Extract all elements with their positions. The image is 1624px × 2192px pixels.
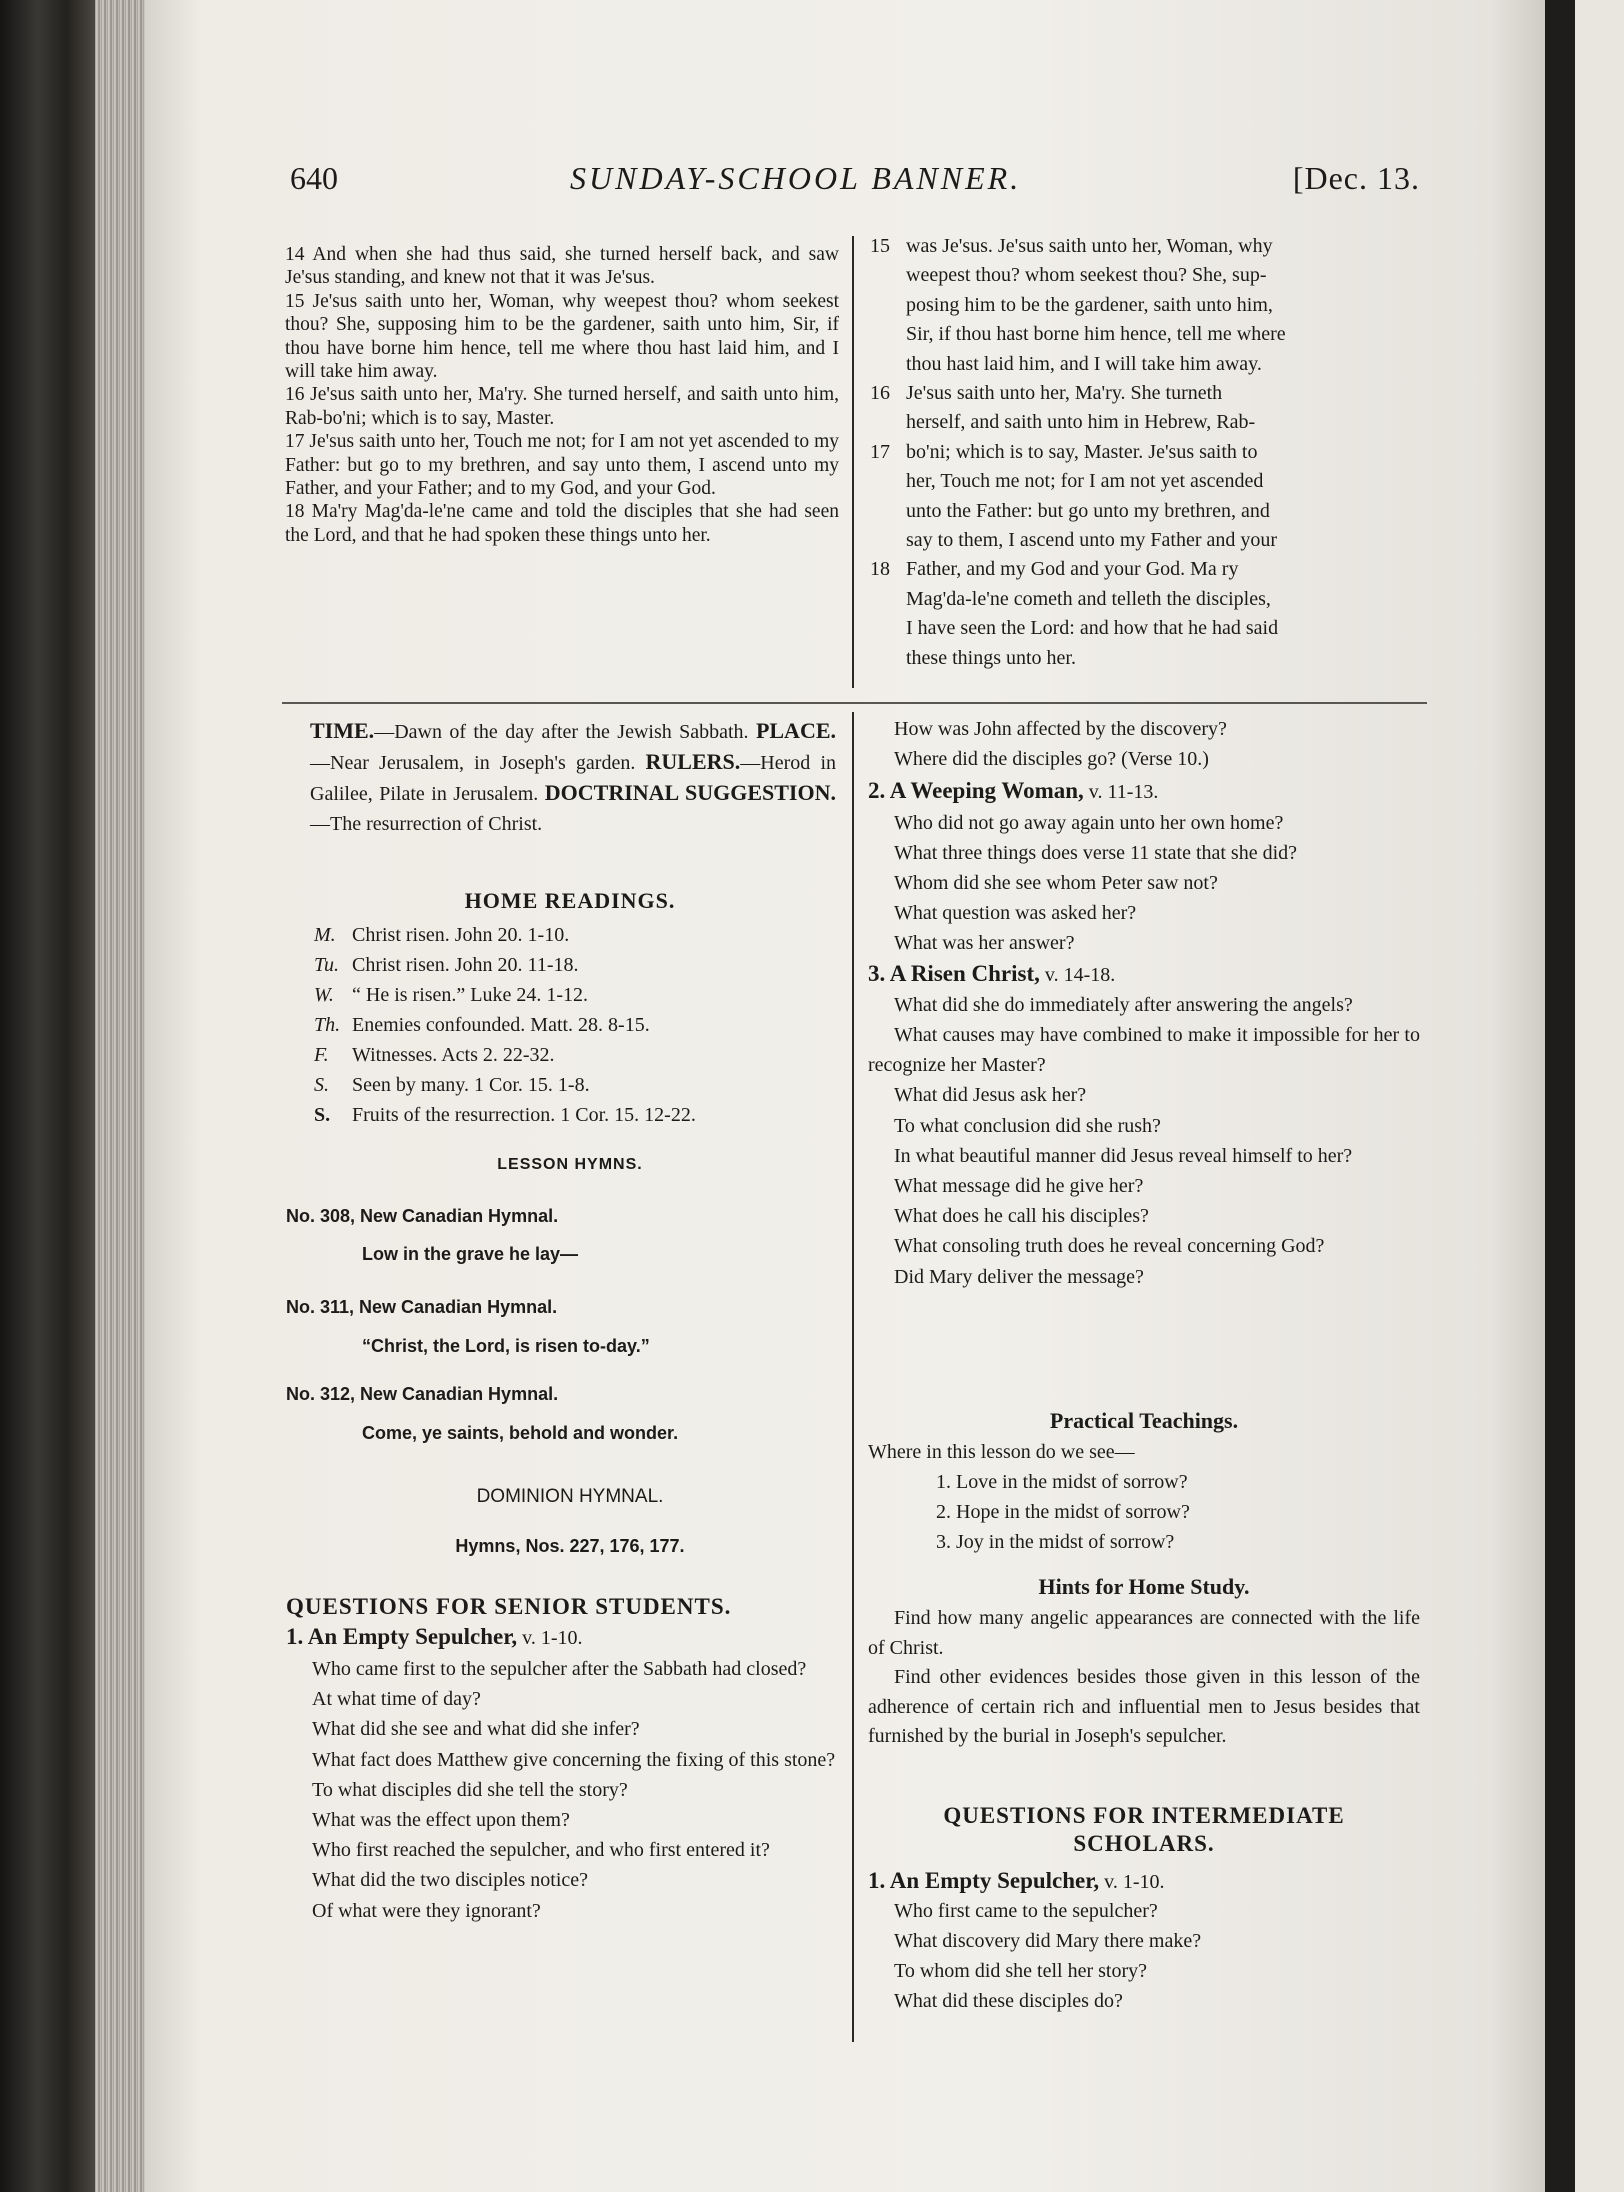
practical-list (936, 1467, 1416, 1557)
rv-line: 15 was Je'sus. Je'sus saith unto her, Woman, why (870, 235, 1273, 257)
next-page-edge (1575, 0, 1624, 2192)
question: What discovery did Mary there make? (894, 1930, 1202, 1952)
question: To whom did she tell her story? (894, 1960, 1147, 1982)
reading-item: Th. Enemies confounded. Matt. 28. 8-15. (314, 1014, 650, 1036)
reading-item: F. Witnesses. Acts 2. 22-32. (314, 1044, 555, 1066)
question: Did Mary deliver the message? (894, 1265, 1144, 1288)
question: Who did not go away again unto her own home? (894, 811, 1284, 834)
hint-paragraph: Find other evidences besides those given in this lesson of the adherence of certain rich and influential men to Jesus besides that furnished by the burial in Joseph's sepulcher. (868, 1666, 1420, 1747)
question: To what conclusion did she rush? (894, 1114, 1161, 1137)
hymn-3-title: No. 312, New Canadian Hymnal. (286, 1384, 559, 1404)
rv-line: these things unto her. (906, 646, 1076, 669)
rv-line: unto the Father: but go unto my brethren, and (906, 499, 1270, 522)
rv-line: thou hast laid him, and I will take him away. (906, 352, 1262, 375)
question: What did she do immediately after answering the angels? (894, 993, 1353, 1016)
rv-line: Mag'da-le'ne cometh and telleth the disciples, (906, 587, 1271, 610)
practical-item: 2. Hope in the midst of sorrow? (936, 1501, 1190, 1523)
question: What did these disciples do? (894, 1990, 1123, 2012)
rv-line: 17 bo'ni; which is to say, Master. Je'sus saith to (870, 440, 1258, 463)
question: What fact does Matthew give concerning the fixing of this stone? (312, 1748, 836, 1771)
lesson-hymns-heading: LESSON HYMNS. (497, 1156, 643, 1173)
question: Who first reached the sepulcher, and who first entered it? (312, 1839, 770, 1862)
hint-paragraph: Find how many angelic appearances are connected with the life of Christ. (868, 1607, 1420, 1659)
rv-line: Sir, if thou hast borne him hence, tell me where (906, 323, 1286, 346)
verse-column-divider (852, 236, 854, 688)
issue-date: [Dec. 13. (1292, 160, 1420, 196)
hymn-1-title: No. 308, New Canadian Hymnal. (286, 1206, 559, 1226)
hymn-2-title: No. 311, New Canadian Hymnal. (286, 1297, 558, 1317)
verse-15: 15 Je'sus saith unto her, Woman, why weepest thou? whom seekest thou? She, supposing him to be the gardener, saith unto him, Sir, if thou have borne him hence, tell me where thou hast laid him, and I will take him away. (285, 290, 839, 383)
question: At what time of day? (312, 1688, 481, 1711)
question: To what disciples did she tell the story? (312, 1778, 628, 1801)
senior-questions-heading: QUESTIONS FOR SENIOR STUDENTS. (286, 1594, 732, 1619)
rv-line: 18 Father, and my God and your God. Ma ry (870, 558, 1239, 581)
book-spine (0, 0, 95, 2192)
intermediate-section-1-title: 1. An Empty Sepulcher, v. 1-10. (868, 1868, 1165, 1893)
senior-continued (868, 714, 1420, 1292)
page-header (290, 160, 1420, 204)
question: What consoling truth does he reveal concerning God? (894, 1235, 1325, 1258)
old-version-column (285, 243, 839, 547)
verse-17: 17 Je'sus saith unto her, Touch me not; for I am not yet ascended to my Father: but go to my brethren, and say unto them, I ascend unto my Father, and your Father; and to my God, and your God. (285, 431, 839, 500)
senior-section-1-title: 1. An Empty Sepulcher, v. 1-10. (286, 1624, 583, 1649)
question: What causes may have combined to make it impossible for her to recognize her Master? (868, 1024, 1420, 1077)
practical-item: 1. Love in the midst of sorrow? (936, 1471, 1188, 1493)
question: What was the effect upon them? (312, 1809, 570, 1832)
home-readings-list (314, 920, 844, 1130)
question: What question was asked her? (894, 902, 1137, 925)
question: Where did the disciples go? (Verse 10.) (894, 748, 1209, 771)
question: What three things does verse 11 state that she did? (894, 841, 1298, 864)
question: Of what were they ignorant? (312, 1899, 541, 1922)
verse-14: 14 And when she had thus said, she turned herself back, and saw Je'sus standing, and knew not that it was Je'sus. (285, 244, 839, 289)
rv-line: say to them, I ascend unto my Father and your (906, 529, 1278, 552)
question: Who first came to the sepulcher? (894, 1900, 1158, 1922)
reading-item: S. Seen by many. 1 Cor. 15. 1-8. (314, 1074, 590, 1096)
rv-line: herself, and saith unto him in Hebrew, Rab- (906, 411, 1256, 434)
hymn-1-line: Low in the grave he lay— (362, 1244, 579, 1264)
rv-line: 16 Je'sus saith unto her, Ma'ry. She turneth (870, 382, 1223, 405)
hints-body (868, 1604, 1420, 1752)
home-readings-heading: HOME READINGS. (464, 888, 676, 913)
senior-section-1-questions (286, 1654, 838, 1926)
question: What did Jesus ask her? (894, 1084, 1087, 1107)
rv-line: weepest thou? whom seekest thou? She, sup- (906, 264, 1267, 287)
question: What was her answer? (894, 932, 1075, 955)
page-number: 640 (290, 160, 338, 196)
practical-teachings-heading: Practical Teachings. (1049, 1408, 1239, 1433)
practical-intro: Where in this lesson do we see— (868, 1441, 1135, 1463)
intermediate-heading: QUESTIONS FOR INTERMEDIATE SCHOLARS. (943, 1803, 1345, 1856)
question: Who came first to the sepulcher after the Sabbath had closed? (312, 1658, 807, 1680)
intermediate-questions (868, 1896, 1420, 2016)
question: What message did he give her? (894, 1175, 1144, 1198)
practical-item: 3. Joy in the midst of sorrow? (936, 1531, 1175, 1553)
question: How was John affected by the discovery? (894, 718, 1227, 740)
question: What did she see and what did she infer? (312, 1718, 640, 1741)
page-edges (95, 0, 145, 2192)
reading-item: Tu. Christ risen. John 20. 11-18. (314, 954, 579, 976)
lower-column-divider (852, 712, 854, 2042)
reading-item: W. “ He is risen.” Luke 24. 1-12. (314, 984, 589, 1006)
verse-16: 16 Je'sus saith unto her, Ma'ry. She turned herself, and saith unto him, Rab-bo'ni; which is to say, Master. (285, 384, 839, 429)
lesson-intro: TIME.—Dawn of the day after the Jewish Sabbath. PLACE.—Near Jerusalem, in Joseph's garden. RULERS.—Herod in Galilee, Pilate in Jerusalem. DOCTRINAL SUGGESTION.—The resurrection of Christ. (310, 718, 836, 835)
section-rule (282, 702, 1427, 704)
journal-title: SUNDAY-SCHOOL BANNER. (570, 160, 1022, 196)
rv-line: I have seen the Lord: and how that he had said (906, 617, 1279, 640)
hints-heading: Hints for Home Study. (1038, 1574, 1250, 1599)
question: In what beautiful manner did Jesus reveal himself to her? (894, 1144, 1353, 1167)
dominion-hymnal-heading: DOMINION HYMNAL. (476, 1486, 664, 1507)
hymn-2-line: “Christ, the Lord, is risen to-day.” (362, 1336, 650, 1356)
senior-section-2-title: 2. A Weeping Woman, v. 11-13. (868, 778, 1159, 804)
question: Whom did she see whom Peter saw not? (894, 872, 1218, 895)
senior-section-3-title: 3. A Risen Christ, v. 14-18. (868, 960, 1116, 986)
reading-item: S. Fruits of the resurrection. 1 Cor. 15. 12-22. (314, 1104, 696, 1126)
gutter-shadow (1545, 0, 1575, 2192)
question: What does he call his disciples? (894, 1205, 1149, 1228)
rv-line: posing him to be the gardener, saith unto him, (906, 293, 1273, 316)
rv-line: her, Touch me not; for I am not yet ascended (906, 470, 1264, 493)
reading-item: M. Christ risen. John 20. 1-10. (314, 924, 570, 946)
question: What did the two disciples notice? (312, 1869, 589, 1892)
revised-version-column (870, 232, 1422, 673)
hymn-3-line: Come, ye saints, behold and wonder. (362, 1423, 679, 1443)
verse-18: 18 Ma'ry Mag'da-le'ne came and told the disciples that she had seen the Lord, and that he had spoken these things unto her. (285, 501, 839, 546)
dominion-hymnal-line: Hymns, Nos. 227, 176, 177. (455, 1536, 685, 1556)
